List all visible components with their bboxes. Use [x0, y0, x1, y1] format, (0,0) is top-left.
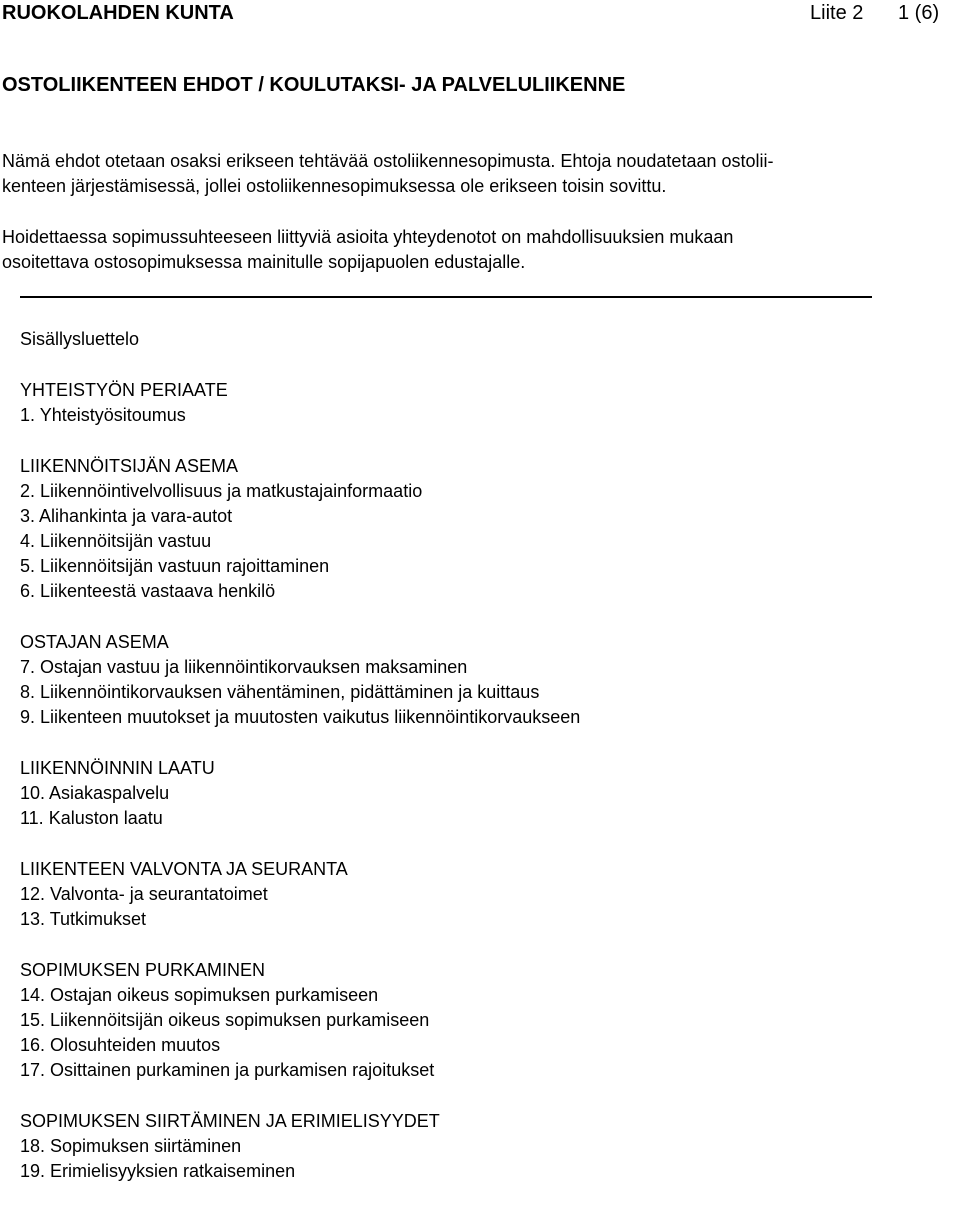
intro-text — [2, 149, 952, 301]
toc-item: 15. Liikennöitsijän oikeus sopimuksen purkamiseen — [20, 1010, 430, 1030]
toc-item: 4. Liikennöitsijän vastuu — [20, 531, 212, 551]
toc-item: 3. Alihankinta ja vara-autot — [20, 506, 233, 526]
horizontal-divider — [20, 296, 872, 298]
intro-line: Hoidettaessa sopimussuhteeseen liittyviä asioita yhteydenotot on mahdollisuuksien mukaan — [2, 227, 734, 247]
toc-item: 11. Kaluston laatu — [20, 808, 163, 828]
toc-item: 10. Asiakaspalvelu — [20, 783, 170, 803]
toc-section — [20, 958, 580, 1083]
intro-line: kenteen järjestämisessä, jollei ostoliikennesopimuksessa ole erikseen toisin sovittu. — [2, 176, 667, 196]
table-of-contents — [20, 327, 580, 1210]
document-title: OSTOLIIKENTEEN EHDOT / KOULUTAKSI- JA PALVELULIIKENNE — [2, 74, 626, 96]
toc-section — [20, 1109, 580, 1184]
toc-section-title: LIIKENNÖINNIN LAATU — [20, 758, 215, 778]
toc-section-title: LIIKENNÖITSIJÄN ASEMA — [20, 456, 239, 476]
appendix-label: Liite 2 — [810, 2, 864, 24]
organization-name: RUOKOLAHDEN KUNTA — [2, 2, 234, 24]
toc-section — [20, 378, 580, 428]
intro-paragraph — [2, 149, 952, 199]
toc-item: 5. Liikennöitsijän vastuun rajoittaminen — [20, 556, 330, 576]
toc-item: 13. Tutkimukset — [20, 909, 147, 929]
toc-item: 17. Osittainen purkaminen ja purkamisen rajoitukset — [20, 1060, 435, 1080]
toc-section — [20, 630, 580, 730]
page-number: 1 (6) — [898, 2, 940, 24]
toc-section-title: OSTAJAN ASEMA — [20, 632, 169, 652]
toc-item: 18. Sopimuksen siirtäminen — [20, 1136, 242, 1156]
toc-item: 8. Liikennöintikorvauksen vähentäminen, pidättäminen ja kuittaus — [20, 682, 540, 702]
toc-item: 2. Liikennöintivelvollisuus ja matkustajainformaatio — [20, 481, 423, 501]
toc-heading: Sisällysluettelo — [20, 329, 140, 349]
toc-section-title: SOPIMUKSEN PURKAMINEN — [20, 960, 266, 980]
toc-item: 1. Yhteistyösitoumus — [20, 405, 186, 425]
toc-item: 12. Valvonta- ja seurantatoimet — [20, 884, 268, 904]
toc-item: 19. Erimielisyyksien ratkaiseminen — [20, 1161, 296, 1181]
toc-section-title: SOPIMUKSEN SIIRTÄMINEN JA ERIMIELISYYDET — [20, 1111, 440, 1131]
intro-line: osoitettava ostosopimuksessa mainitulle sopijapuolen edustajalle. — [2, 252, 526, 272]
toc-item: 16. Olosuhteiden muutos — [20, 1035, 221, 1055]
toc-item: 6. Liikenteestä vastaava henkilö — [20, 581, 276, 601]
toc-section — [20, 756, 580, 831]
toc-section-title: LIIKENTEEN VALVONTA JA SEURANTA — [20, 859, 348, 879]
toc-item: 9. Liikenteen muutokset ja muutosten vaikutus liikennöintikorvaukseen — [20, 707, 581, 727]
toc-section-title: YHTEISTYÖN PERIAATE — [20, 380, 228, 400]
intro-line: Nämä ehdot otetaan osaksi erikseen tehtävää ostoliikennesopimusta. Ehtoja noudatetaan ostolii- — [2, 151, 774, 171]
intro-paragraph — [2, 225, 952, 275]
toc-item: 7. Ostajan vastuu ja liikennöintikorvauksen maksaminen — [20, 657, 468, 677]
toc-section — [20, 857, 580, 932]
toc-item: 14. Ostajan oikeus sopimuksen purkamiseen — [20, 985, 379, 1005]
toc-section — [20, 454, 580, 604]
